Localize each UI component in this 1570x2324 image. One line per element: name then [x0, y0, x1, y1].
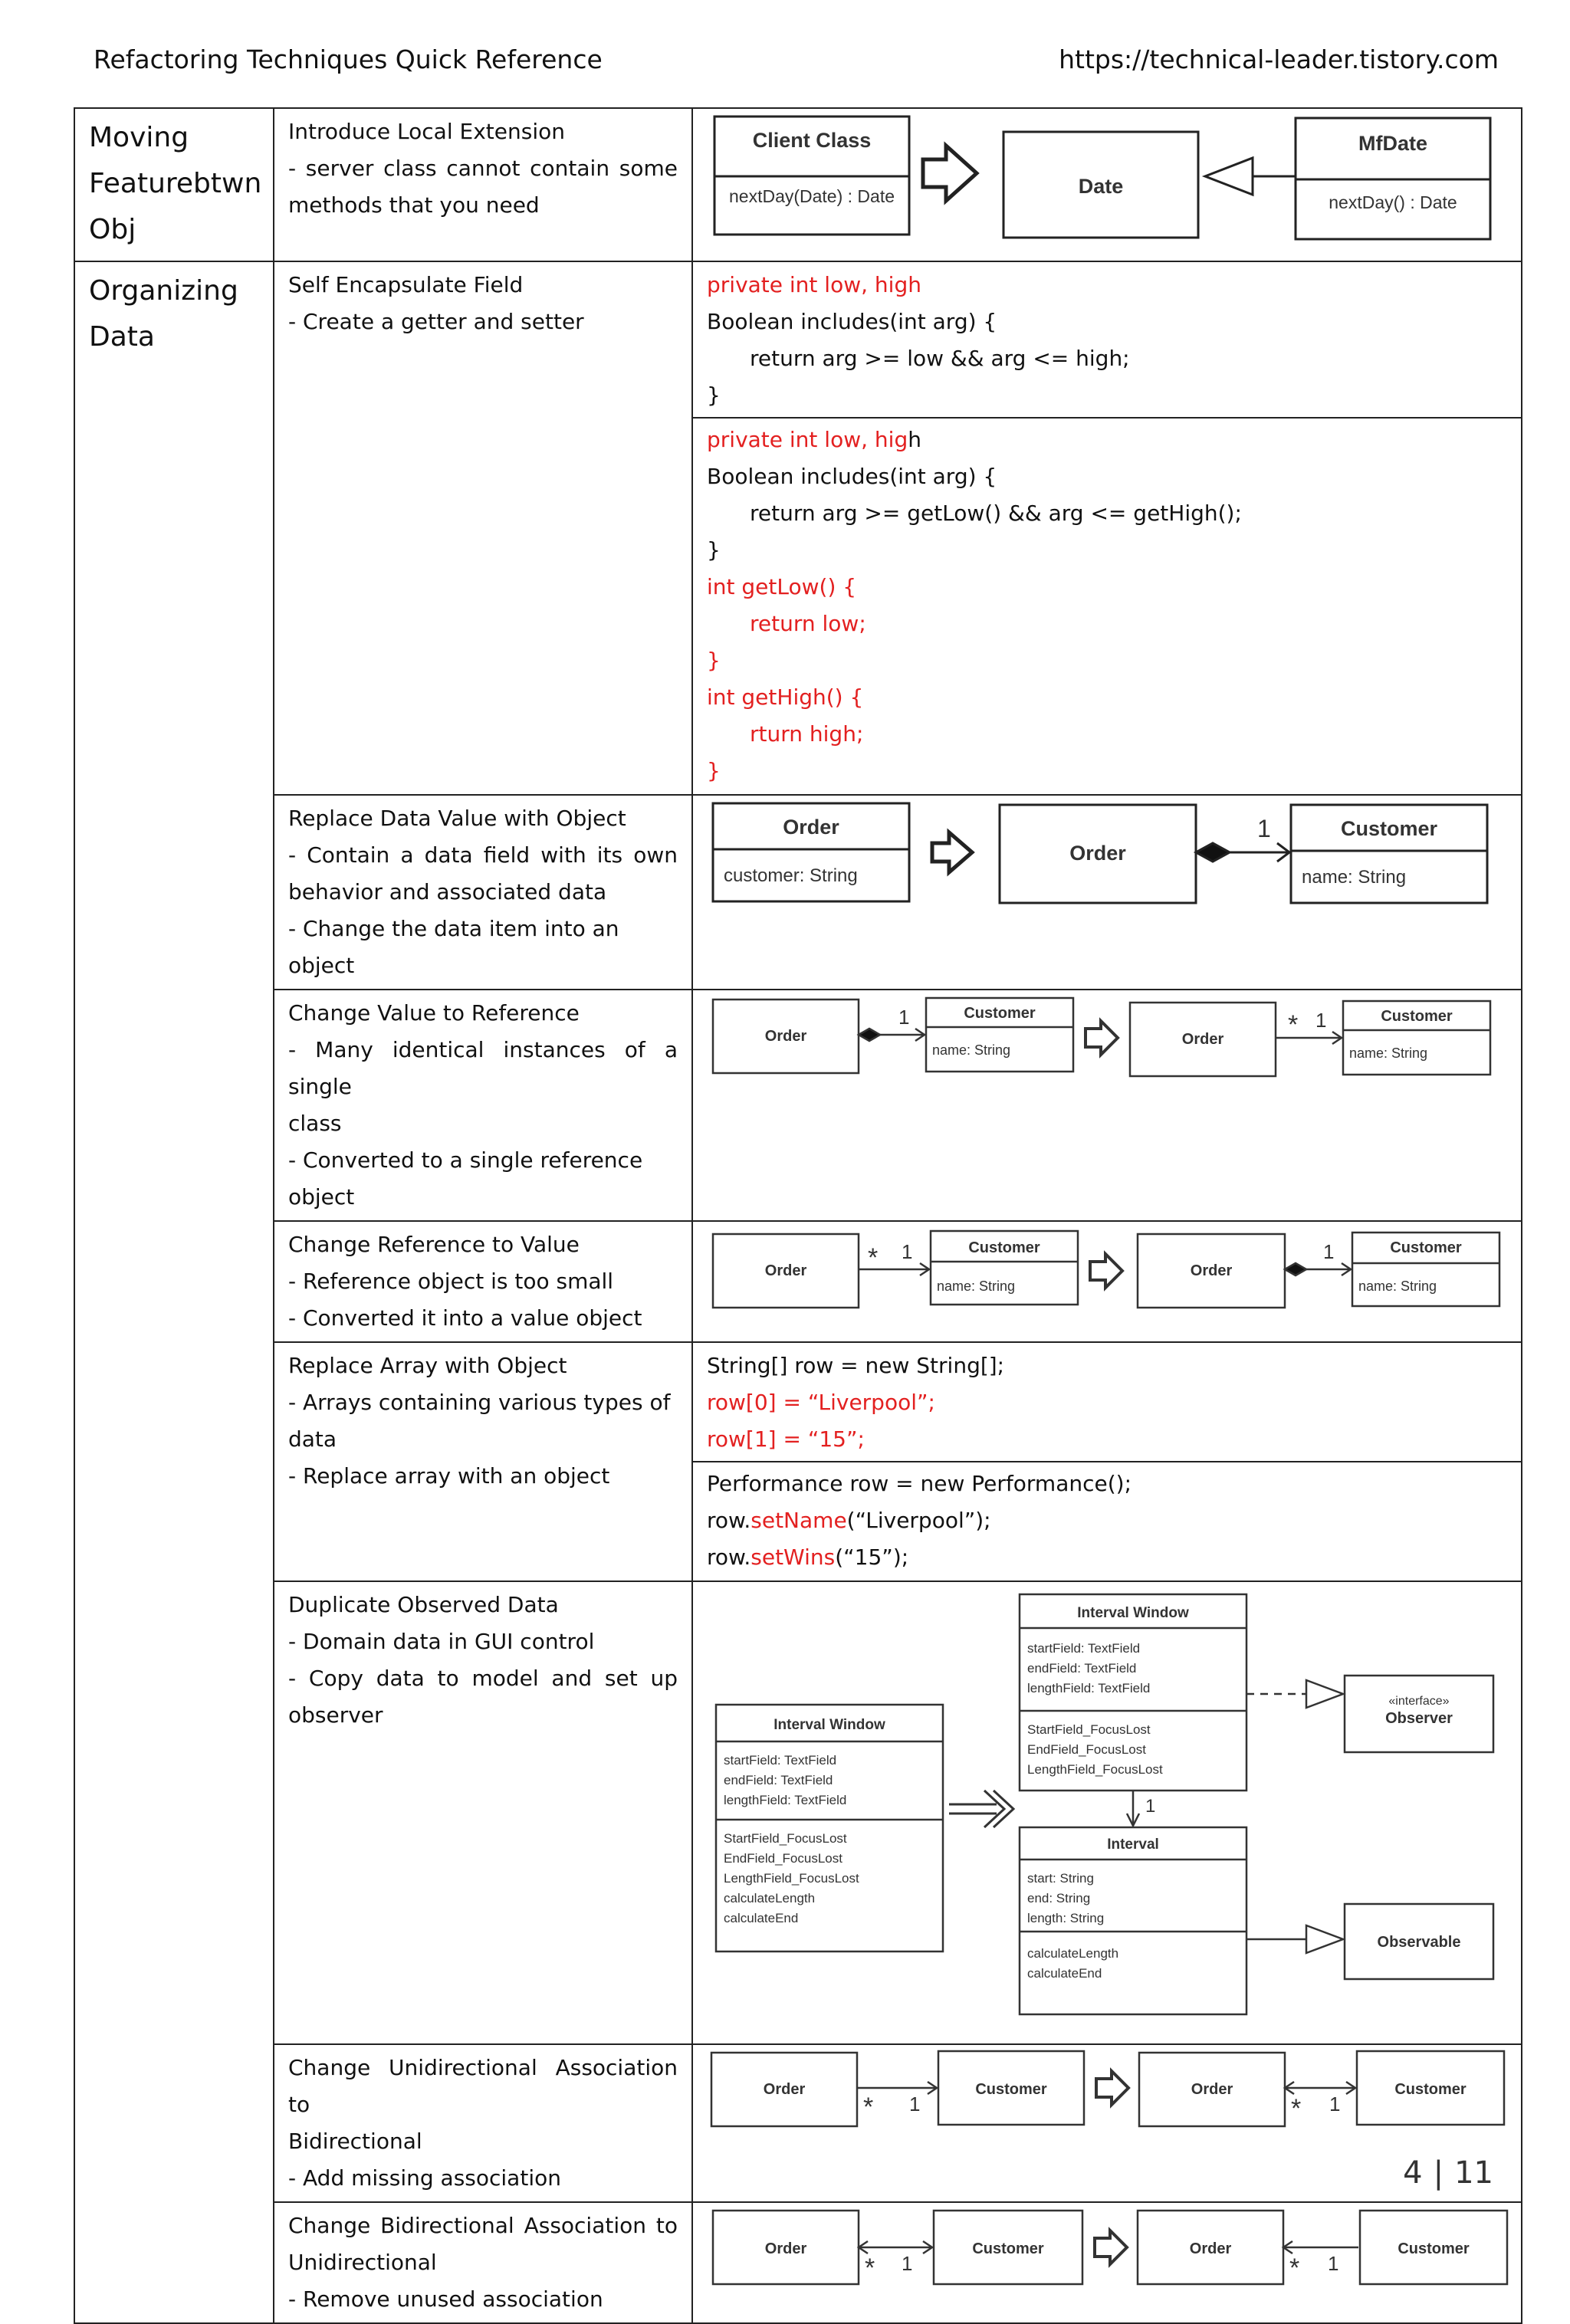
total-pages: 11: [1454, 2155, 1493, 2191]
category-cell: [74, 108, 274, 261]
code-line: int getHigh() {: [707, 684, 864, 710]
technique-title: Self Encapsulate Field: [288, 272, 524, 297]
code-token: h: [908, 427, 921, 452]
code-divider: [693, 1461, 1521, 1462]
technique-title: Replace Array with Object: [288, 1353, 567, 1378]
class-name: Order: [764, 2240, 807, 2257]
category-label: Organizing: [89, 275, 238, 307]
refactor-arrow-icon: [1090, 1254, 1122, 1288]
class-name: Customer: [968, 1239, 1040, 1256]
category-word: btwn: [193, 168, 262, 199]
technique-desc: - Copy data to model and set up: [288, 1666, 678, 1691]
diagram-cell: [692, 108, 1522, 261]
class-name: Interval Window: [1077, 1605, 1189, 1621]
category-label: Data: [89, 321, 155, 353]
multiplicity-label: 1: [1145, 1796, 1156, 1817]
class-name: Customer: [964, 1005, 1036, 1022]
inheritance-arrow-icon: [1306, 1925, 1343, 1953]
technique-cell: [274, 2044, 692, 2202]
refactor-arrow-icon: [1095, 2230, 1127, 2264]
method-label: calculateEnd: [1027, 1966, 1102, 1981]
technique-desc: observer: [288, 1702, 383, 1728]
code-cell: [692, 1342, 1522, 1581]
code-line: Boolean includes(int arg) {: [707, 464, 997, 489]
attribute-label: customer: String: [724, 865, 858, 886]
class-name: Order: [764, 1262, 807, 1279]
class-name: Order: [1181, 1031, 1224, 1048]
multiplicity-label: 1: [1328, 2252, 1339, 2275]
diagram-cell: [692, 990, 1522, 1221]
code-line: }: [707, 537, 721, 563]
category-label: Moving: [89, 122, 189, 153]
method-label: LengthField_FocusLost: [1027, 1762, 1163, 1777]
technique-desc: class: [288, 1111, 342, 1136]
class-name: Client Class: [752, 129, 872, 152]
method-label: calculateLength: [1027, 1946, 1119, 1961]
multiplicity-label: 1: [902, 1240, 913, 1263]
diagram-cell: [692, 1221, 1522, 1342]
technique-title: Unidirectional: [288, 2250, 437, 2275]
uni-to-bi-diagram: [693, 2045, 1522, 2154]
technique-desc: - Change the data item into an object: [288, 916, 619, 978]
technique-desc: - Reference object is too small: [288, 1269, 614, 1294]
class-name: Customer: [1381, 1008, 1453, 1025]
table-row: [74, 261, 1522, 795]
current-page: 4: [1403, 2155, 1423, 2191]
introduce-local-extension-diagram: [693, 109, 1522, 258]
code-cell: [692, 261, 1522, 795]
code-line: row[1] = “15”;: [707, 1426, 865, 1452]
multiplicity-label: 1: [902, 2252, 913, 2275]
attribute-label: lengthField: TextField: [1027, 1681, 1151, 1695]
code-token: private int low, hig: [707, 427, 908, 452]
class-name: Customer: [1340, 817, 1438, 840]
technique-desc: - Converted it into a value object: [288, 1305, 642, 1331]
class-name: Customer: [975, 2081, 1047, 2098]
class-name: Order: [1191, 2081, 1233, 2098]
duplicate-observed-data-diagram: [693, 1582, 1522, 2040]
class-name: MfDate: [1358, 132, 1428, 155]
code-line: [707, 422, 1507, 458]
technique-title: Replace Data Value with Object: [288, 806, 626, 831]
technique-title: Change Unidirectional Association to: [288, 2055, 678, 2117]
class-name: Customer: [972, 2240, 1044, 2257]
technique-desc: behavior and associated data: [288, 879, 607, 904]
code-line: return arg >= getLow() && arg <= getHigh();: [750, 501, 1242, 526]
page-separator: |: [1433, 2155, 1444, 2191]
multiplicity-label: 1: [1315, 1009, 1327, 1032]
code-divider: [693, 417, 1521, 419]
category-word: Feature: [89, 168, 194, 199]
table-row: [74, 795, 1522, 990]
attribute-label: startField: TextField: [1027, 1641, 1141, 1656]
multiplicity-label: *: [1288, 1010, 1299, 1039]
document-header-title: Refactoring Techniques Quick Reference: [94, 44, 603, 74]
multiplicity-label: *: [1291, 2094, 1302, 2123]
technique-title: Bidirectional: [288, 2129, 422, 2154]
technique-desc: methods that you need: [288, 192, 540, 218]
class-name: Observable: [1377, 1934, 1461, 1951]
code-line: }: [707, 648, 721, 673]
method-label: calculateLength: [724, 1891, 816, 1905]
class-name: Customer: [1394, 2081, 1467, 2098]
class-name: Date: [1078, 175, 1124, 198]
document-header-url: https://technical-leader.tistory.com: [1059, 44, 1499, 74]
technique-desc: - Remove unused association: [288, 2286, 603, 2312]
attribute-label: endField: TextField: [724, 1773, 833, 1787]
attribute-label: name: String: [932, 1042, 1011, 1058]
code-token: row.: [707, 1508, 751, 1533]
technique-cell: [274, 1342, 692, 1581]
multiplicity-label: *: [1289, 2253, 1300, 2283]
attribute-label: end: String: [1027, 1891, 1091, 1905]
class-name: Order: [1189, 2240, 1232, 2257]
code-line: String[] row = new String[];: [707, 1353, 1005, 1378]
attribute-label: lengthField: TextField: [724, 1793, 847, 1807]
technique-desc: - Converted to a single reference object: [288, 1147, 643, 1210]
class-name: Interval Window: [774, 1717, 885, 1733]
diagram-cell: [692, 2044, 1522, 2202]
composition-diamond-icon: [859, 1029, 880, 1041]
class-name: Interval: [1107, 1837, 1159, 1853]
class-name: Customer: [1398, 2240, 1470, 2257]
multiplicity-label: 1: [1257, 815, 1271, 842]
composition-diamond-icon: [1196, 843, 1230, 862]
refactor-arrow-icon: [1096, 2071, 1128, 2105]
class-name: Observer: [1385, 1710, 1453, 1727]
technique-desc: - Many identical instances of a single: [288, 1037, 678, 1099]
code-line: return arg >= low && arg <= high;: [750, 346, 1130, 371]
refactor-arrow-icon: [1086, 1021, 1118, 1055]
multiplicity-label: 1: [1329, 2093, 1341, 2116]
code-line: [707, 1502, 1507, 1539]
technique-title: Introduce Local Extension: [288, 119, 565, 144]
reference-to-value-diagram: [693, 1222, 1522, 1331]
technique-cell: [274, 1581, 692, 2044]
code-token: row.: [707, 1544, 751, 1570]
refactoring-table: [74, 107, 1522, 2324]
technique-cell: [274, 795, 692, 990]
stereotype-label: «interface»: [1388, 1695, 1450, 1708]
method-label: nextDay(Date) : Date: [728, 186, 895, 206]
attribute-label: endField: TextField: [1027, 1661, 1137, 1676]
technique-cell: [274, 261, 692, 795]
method-label: EndField_FocusLost: [1027, 1742, 1146, 1757]
code-line: row[0] = “Liverpool”;: [707, 1390, 935, 1415]
attribute-label: startField: TextField: [724, 1753, 837, 1768]
code-line: Boolean includes(int arg) {: [707, 309, 997, 334]
class-name: Order: [1190, 1262, 1233, 1279]
method-label: nextDay() : Date: [1329, 192, 1457, 212]
technique-desc: - Arrays containing various types of data: [288, 1390, 671, 1452]
technique-desc: - Replace array with an object: [288, 1463, 610, 1489]
refactor-arrow-icon: [932, 832, 972, 872]
technique-cell: [274, 2202, 692, 2323]
page-number: [1403, 2155, 1493, 2191]
diagram-cell: [692, 795, 1522, 990]
code-line: Performance row = new Performance();: [707, 1471, 1132, 1496]
technique-cell: [274, 108, 692, 261]
attribute-label: name: String: [1358, 1279, 1437, 1294]
code-token: setName: [751, 1508, 847, 1533]
technique-cell: [274, 1221, 692, 1342]
bi-to-uni-diagram: [693, 2203, 1522, 2313]
method-label: LengthField_FocusLost: [724, 1871, 859, 1886]
refactor-arrow-icon: [923, 146, 977, 201]
diagram-cell: [692, 2202, 1522, 2323]
code-token: setWins: [751, 1544, 836, 1570]
table-row: [74, 1342, 1522, 1581]
table-row: [74, 1581, 1522, 2044]
multiplicity-label: 1: [909, 2093, 921, 2116]
technique-desc: - Contain a data field with its own: [288, 842, 678, 868]
table-row: [74, 2202, 1522, 2323]
code-line: }: [707, 382, 721, 408]
technique-title: Change Bidirectional Association to: [288, 2213, 678, 2238]
attribute-label: length: String: [1027, 1911, 1105, 1925]
value-to-reference-diagram: [693, 990, 1522, 1136]
multiplicity-label: *: [863, 2093, 874, 2122]
technique-title: Change Reference to Value: [288, 1232, 580, 1257]
category-label-line: [89, 161, 262, 207]
category-cell: [74, 261, 274, 2323]
technique-desc: - server class cannot contain some: [288, 156, 678, 181]
method-label: StartField_FocusLost: [724, 1831, 847, 1846]
method-label: EndField_FocusLost: [724, 1851, 842, 1866]
technique-title: Change Value to Reference: [288, 1000, 580, 1026]
method-label: calculateEnd: [724, 1911, 799, 1925]
inheritance-arrow-icon: [1205, 158, 1253, 195]
replace-data-value-diagram: [693, 796, 1522, 941]
code-token: (“Liverpool”);: [846, 1508, 991, 1533]
method-label: StartField_FocusLost: [1027, 1722, 1151, 1737]
multiplicity-label: 1: [1323, 1240, 1335, 1263]
code-line: return low;: [750, 611, 866, 636]
table-row: [74, 1221, 1522, 1342]
composition-diamond-icon: [1285, 1263, 1306, 1275]
code-line: int getLow() {: [707, 574, 857, 599]
technique-desc: - Create a getter and setter: [288, 309, 584, 334]
table-row: [74, 2044, 1522, 2202]
class-name: Order: [763, 2081, 806, 2098]
class-name: Order: [764, 1028, 807, 1045]
table-row: [74, 990, 1522, 1221]
refactor-double-arrow-icon: [949, 1791, 1013, 1827]
class-name: Customer: [1390, 1239, 1462, 1256]
technique-desc: - Add missing association: [288, 2165, 561, 2191]
category-label: Obj: [89, 214, 136, 245]
code-line: private int low, high: [707, 272, 921, 297]
table-row: [74, 108, 1522, 261]
attribute-label: name: String: [1349, 1045, 1428, 1061]
multiplicity-label: *: [868, 1243, 879, 1272]
class-name: Order: [1069, 842, 1126, 865]
technique-cell: [274, 990, 692, 1221]
attribute-label: name: String: [1302, 867, 1407, 888]
multiplicity-label: 1: [898, 1006, 910, 1029]
technique-desc: - Domain data in GUI control: [288, 1629, 595, 1654]
code-token: (“15”);: [835, 1544, 909, 1570]
attribute-label: start: String: [1027, 1871, 1094, 1886]
code-line: rturn high;: [750, 721, 864, 747]
diagram-cell: [692, 1581, 1522, 2044]
attribute-label: name: String: [937, 1279, 1016, 1294]
code-line: }: [707, 758, 721, 783]
class-name: Order: [783, 816, 839, 839]
code-line: [707, 1539, 1507, 1576]
technique-title: Duplicate Observed Data: [288, 1592, 559, 1617]
multiplicity-label: *: [865, 2253, 875, 2283]
realization-arrow-icon: [1306, 1680, 1343, 1708]
